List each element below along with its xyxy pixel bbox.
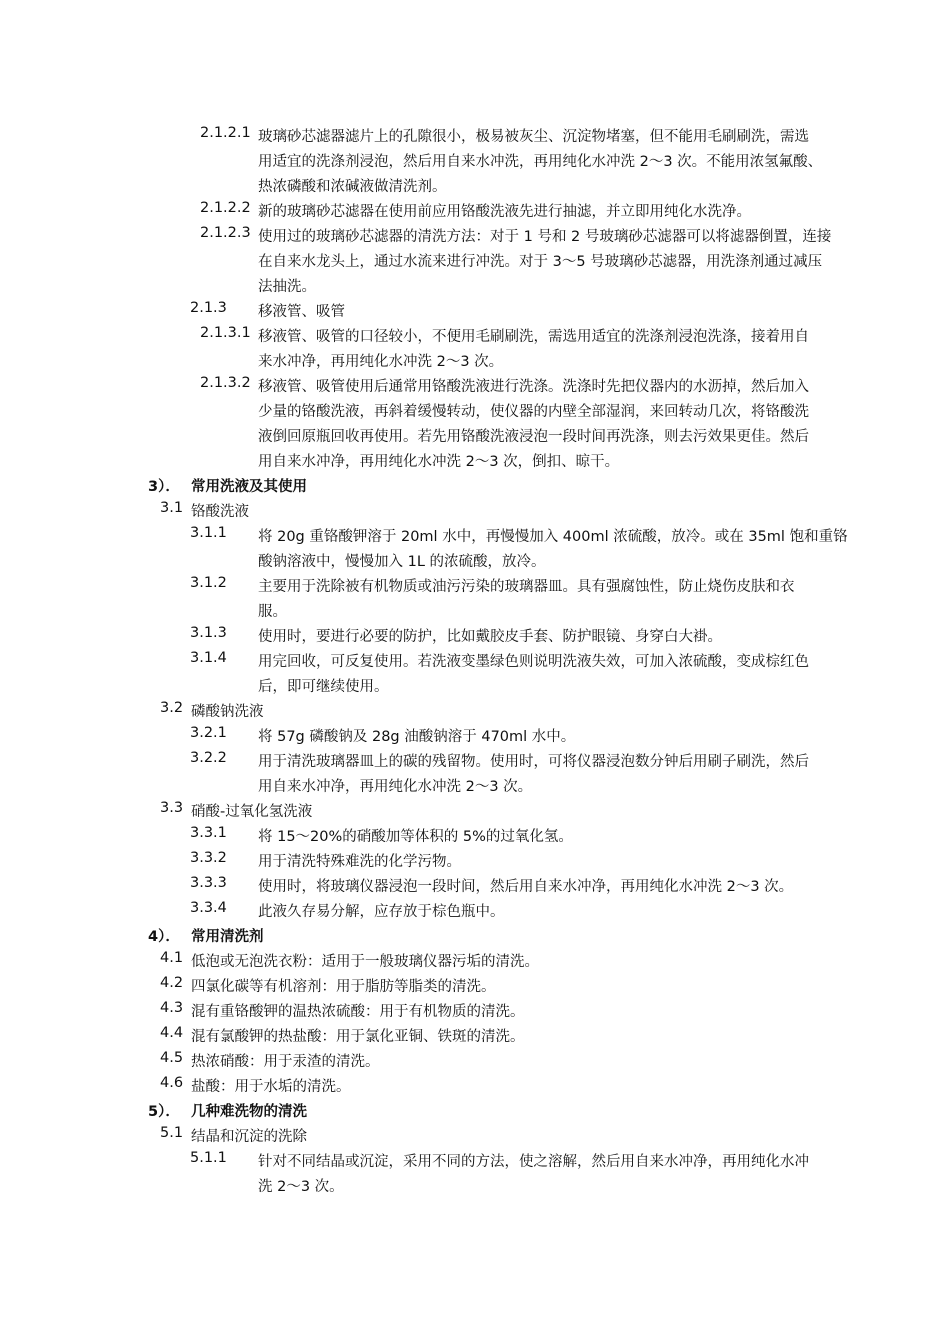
text-line: 将 57g 磷酸钠及 28g 油酸钠溶于 470ml 水中。 xyxy=(258,729,576,745)
text-line: 使用时，要进行必要的防护，比如戴胶皮手套、防护眼镜、身穿白大褂。 xyxy=(258,629,722,645)
section-text xyxy=(258,750,809,800)
text-line: 用适宜的洗涤剂浸泡，然后用自来水冲洗，再用纯化水冲洗 2～3 次。不能用浓氢氟酸、 xyxy=(258,154,823,170)
text-line: 常用洗液及其使用 xyxy=(191,479,307,495)
text-line: 结晶和沉淀的洗除 xyxy=(191,1129,307,1145)
section-text xyxy=(258,300,345,325)
section-number: 3.1 xyxy=(160,500,184,516)
text-line: 低泡或无泡洗衣粉：适用于一般玻璃仪器污垢的清洗。 xyxy=(191,954,539,970)
section-number: 5.1 xyxy=(160,1125,184,1141)
section-text xyxy=(258,625,722,650)
section-text xyxy=(258,650,809,700)
text-line: 硝酸-过氧化氢洗液 xyxy=(191,804,313,820)
section-number: 3.3.3 xyxy=(190,875,227,891)
text-line: 盐酸：用于水垢的清洗。 xyxy=(191,1079,351,1095)
section-heading xyxy=(191,475,307,500)
section-number: 3.1.4 xyxy=(190,650,227,666)
section-number: 3.2.2 xyxy=(190,750,227,766)
section-text xyxy=(258,200,751,225)
text-line: 用自来水冲净，再用纯化水冲洗 2～3 次。 xyxy=(258,779,533,795)
section-text xyxy=(258,525,848,575)
section-text xyxy=(258,850,461,875)
section-number: 4.4 xyxy=(160,1025,184,1041)
text-line: 来水冲净，再用纯化水冲洗 2～3 次。 xyxy=(258,354,504,370)
section-number: 3.1.3 xyxy=(190,625,227,641)
section-text xyxy=(191,950,539,975)
text-line: 在自来水龙头上，通过水流来进行冲洗。对于 3～5 号玻璃砂芯滤器，用洗涤剂通过减压 xyxy=(258,254,823,270)
text-line: 服。 xyxy=(258,604,287,620)
section-number: 3.3.1 xyxy=(190,825,227,841)
section-text xyxy=(191,975,496,1000)
section-text xyxy=(258,875,793,900)
text-line: 液倒回原瓶回收再使用。若先用铬酸洗液浸泡一段时间再洗涤，则去污效果更佳。然后 xyxy=(258,429,809,445)
text-line: 此液久存易分解，应存放于棕色瓶中。 xyxy=(258,904,505,920)
text-line: 混有重铬酸钾的温热浓硫酸：用于有机物质的清洗。 xyxy=(191,1004,525,1020)
text-line: 针对不同结晶或沉淀，采用不同的方法，使之溶解，然后用自来水冲净，再用纯化水冲 xyxy=(258,1154,809,1170)
text-line: 后，即可继续使用。 xyxy=(258,679,389,695)
section-text xyxy=(191,1075,351,1100)
text-line: 洗 2～3 次。 xyxy=(258,1179,344,1195)
text-line: 将 15～20%的硝酸加等体积的 5%的过氧化氢。 xyxy=(258,829,573,845)
section-number: 2.1.3.2 xyxy=(200,375,251,391)
text-line: 铬酸洗液 xyxy=(191,504,249,520)
text-line: 混有氯酸钾的热盐酸：用于氯化亚铜、铁斑的清洗。 xyxy=(191,1029,525,1045)
section-text xyxy=(258,375,809,475)
section-text xyxy=(258,900,505,925)
section-text xyxy=(258,725,575,750)
text-line: 用于清洗特殊难洗的化学污物。 xyxy=(258,854,461,870)
section-text xyxy=(258,1150,809,1200)
section-number: 3）． xyxy=(148,479,180,495)
section-text xyxy=(191,1000,525,1025)
text-line: 移液管、吸管 xyxy=(258,304,345,320)
text-line: 移液管、吸管使用后通常用铬酸洗液进行洗涤。洗涤时先把仪器内的水沥掉，然后加入 xyxy=(258,379,809,395)
text-line: 用完回收，可反复使用。若洗液变墨绿色则说明洗液失效，可加入浓硫酸，变成棕红色 xyxy=(258,654,809,670)
section-number: 4.1 xyxy=(160,950,184,966)
section-number: 3.1.2 xyxy=(190,575,227,591)
section-number: 2.1.2.3 xyxy=(200,225,251,241)
section-number: 3.1.1 xyxy=(190,525,227,541)
text-line: 移液管、吸管的口径较小，不便用毛刷刷洗，需选用适宜的洗涤剂浸泡洗涤，接着用自 xyxy=(258,329,809,345)
section-text xyxy=(191,800,312,825)
section-text xyxy=(258,225,831,300)
text-line: 新的玻璃砂芯滤器在使用前应用铬酸洗液先进行抽滤，并立即用纯化水洗净。 xyxy=(258,204,751,220)
section-number: 3.2 xyxy=(160,700,184,716)
section-text xyxy=(191,1125,307,1150)
text-line: 四氯化碳等有机溶剂：用于脂肪等脂类的清洗。 xyxy=(191,979,496,995)
section-text xyxy=(258,125,822,200)
section-text xyxy=(191,1025,525,1050)
text-line: 将 20g 重铬酸钾溶于 20ml 水中，再慢慢加入 400ml 浓硫酸，放冷。或在 35ml 饱和重铬 xyxy=(258,529,848,545)
section-text xyxy=(258,575,795,625)
text-line: 用于清洗玻璃器皿上的碳的残留物。使用时，可将仪器浸泡数分钟后用刷子刷洗，然后 xyxy=(258,754,809,770)
text-line: 热浓磷酸和浓碱液做清洗剂。 xyxy=(258,179,447,195)
text-line: 玻璃砂芯滤器滤片上的孔隙很小，极易被灰尘、沉淀物堵塞，但不能用毛刷刷洗，需选 xyxy=(258,129,809,145)
text-line: 使用过的玻璃砂芯滤器的清洗方法：对于 1 号和 2 号玻璃砂芯滤器可以将滤器倒置，连接 xyxy=(258,229,832,245)
section-text xyxy=(258,325,809,375)
text-line: 法抽洗。 xyxy=(258,279,316,295)
section-number: 4）． xyxy=(148,929,180,945)
section-number: 4.6 xyxy=(160,1075,184,1091)
text-line: 少量的铬酸洗液，再斜着缓慢转动，使仪器的内壁全部湿润，来回转动几次，将铬酸洗 xyxy=(258,404,809,420)
section-number: 5）． xyxy=(148,1104,180,1120)
section-number: 2.1.3.1 xyxy=(200,325,251,341)
text-line: 常用清洗剂 xyxy=(191,929,264,945)
text-line: 热浓硝酸：用于汞渣的清洗。 xyxy=(191,1054,380,1070)
section-text xyxy=(191,700,264,725)
text-line: 酸钠溶液中，慢慢加入 1L 的浓硫酸，放冷。 xyxy=(258,554,546,570)
section-number: 2.1.3 xyxy=(190,300,227,316)
text-line: 主要用于洗除被有机物质或油污污染的玻璃器皿。具有强腐蚀性，防止烧伤皮肤和衣 xyxy=(258,579,795,595)
section-text xyxy=(191,1050,380,1075)
section-heading xyxy=(191,925,264,950)
section-number: 2.1.2.1 xyxy=(200,125,251,141)
section-number: 5.1.1 xyxy=(190,1150,227,1166)
text-line: 用自来水冲净，再用纯化水冲洗 2～3 次，倒扣、晾干。 xyxy=(258,454,620,470)
section-number: 4.3 xyxy=(160,1000,184,1016)
section-heading xyxy=(191,1100,307,1125)
section-text xyxy=(191,500,249,525)
section-number: 3.2.1 xyxy=(190,725,227,741)
text-line: 使用时，将玻璃仪器浸泡一段时间，然后用自来水冲净，再用纯化水冲洗 2～3 次。 xyxy=(258,879,794,895)
text-line: 几种难洗物的清洗 xyxy=(191,1104,307,1120)
section-number: 2.1.2.2 xyxy=(200,200,251,216)
text-line: 磷酸钠洗液 xyxy=(191,704,264,720)
section-number: 4.5 xyxy=(160,1050,184,1066)
section-number: 3.3 xyxy=(160,800,184,816)
section-number: 4.2 xyxy=(160,975,184,991)
section-number: 3.3.2 xyxy=(190,850,227,866)
section-text xyxy=(258,825,573,850)
section-number: 3.3.4 xyxy=(190,900,227,916)
